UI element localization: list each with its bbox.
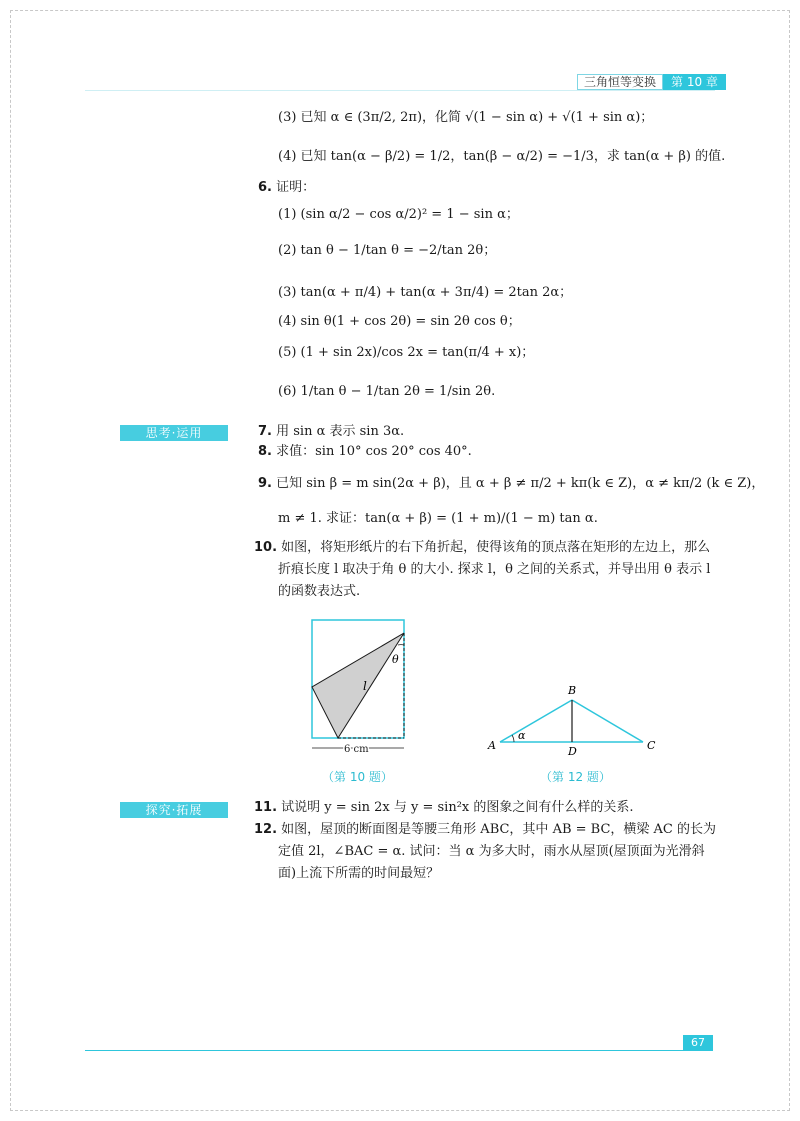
problem-number: 8. [258,444,272,459]
problem-5-4: (4) 已知 tan(α − β/2) = 1/2，tan(β − α/2) = −1/3，求 tan(α + β) 的值. [278,149,726,164]
problem-text: 如图，屋顶的断面图是等腰三角形 ABC，其中 AB = BC，横梁 AC 的长为 [281,822,717,837]
problem-text: 证明： [276,180,316,195]
problem-number: 10. [254,540,278,555]
figure-12 [480,675,670,760]
problem-6-2: (2) tan θ − 1/tan θ = −2/tan 2θ； [278,243,497,258]
problem-number: 6. [258,180,272,195]
folded-triangle [312,633,404,738]
vertex-A: A [488,739,496,752]
figure-12-caption: （第 12 题） [540,770,611,784]
problem-10-line3: 的函数表达式. [278,584,361,599]
vertex-C: C [647,739,656,752]
roof-AB [500,700,572,742]
alpha-arc [512,735,514,742]
vertex-B: B [568,684,577,697]
roof-BC [572,700,643,742]
problem-10-line2: 折痕长度 l 取决于角 θ 的大小. 探求 l，θ 之间的关系式，并导出用 θ 表示 l [278,562,711,577]
problem-6-5: (5) (1 + sin 2x)/cos 2x = tan(π/4 + x)； [278,345,535,360]
problem-9 [258,476,764,492]
problem-text: 用 sin α 表示 sin 3α. [276,424,405,439]
problem-12-line2: 定值 2l，∠BAC = α. 试问：当 α 为多大时，雨水从屋顶(屋顶面为光滑斜 [278,844,705,859]
problem-10 [254,540,710,556]
problem-6-1: (1) (sin α/2 − cos α/2)² = 1 − sin α； [278,207,519,222]
problem-11 [254,800,634,816]
problem-12-line3: 面)上流下所需的时间最短？ [278,866,440,881]
figure-10 [300,615,420,760]
header-rule [85,90,715,91]
problem-number: 12. [254,822,278,837]
theta-label: θ [392,653,399,666]
page-number: 67 [683,1035,713,1051]
section-label: 第 10 章 [663,74,726,90]
problem-number: 7. [258,424,272,439]
page-frame [10,10,790,1111]
problem-5-3: (3) 已知 α ∈ (3π/2, 2π)，化简 √(1 − sin α) + √(1 + sin α)； [278,110,654,125]
alpha-label: α [518,729,526,742]
problem-7 [258,424,404,440]
problem-text: 试说明 y = sin 2x 与 y = sin²x 的图象之间有什么样的关系. [281,800,634,815]
problem-8 [258,444,472,460]
foot-D: D [568,745,577,758]
problem-12 [254,822,716,838]
problem-9-cont: m ≠ 1. 求证：tan(α + β) = (1 + m)/(1 − m) tan α. [278,511,598,526]
problem-number: 11. [254,800,278,815]
problem-6 [258,180,315,196]
footer-rule [85,1050,683,1051]
explore-extend-tag: 探究·拓展 [120,802,228,818]
problem-text: 已知 sin β = m sin(2α + β)，且 α + β ≠ π/2 + kπ(k ∈ Z)，α ≠ kπ/2 (k ∈ Z)， [276,476,765,491]
width-label: 6 cm [344,744,369,755]
problem-number: 9. [258,476,272,491]
problem-text: 如图，将矩形纸片的右下角折起，使得该角的顶点落在矩形的左边上，那么 [281,540,711,555]
think-apply-tag: 思考·运用 [120,425,228,441]
running-header [577,74,726,90]
crease-label: l [363,679,367,693]
problem-6-4: (4) sin θ(1 + cos 2θ) = sin 2θ cos θ； [278,314,521,329]
chapter-title: 三角恒等变换 [577,74,663,90]
problem-6-3: (3) tan(α + π/4) + tan(α + 3π/4) = 2tan 2α； [278,285,573,300]
problem-6-6: (6) 1/tan θ − 1/tan 2θ = 1/sin 2θ. [278,384,496,399]
figure-10-caption: （第 10 题） [322,770,393,784]
problem-text: 求值：sin 10° cos 20° cos 40°. [276,444,472,459]
